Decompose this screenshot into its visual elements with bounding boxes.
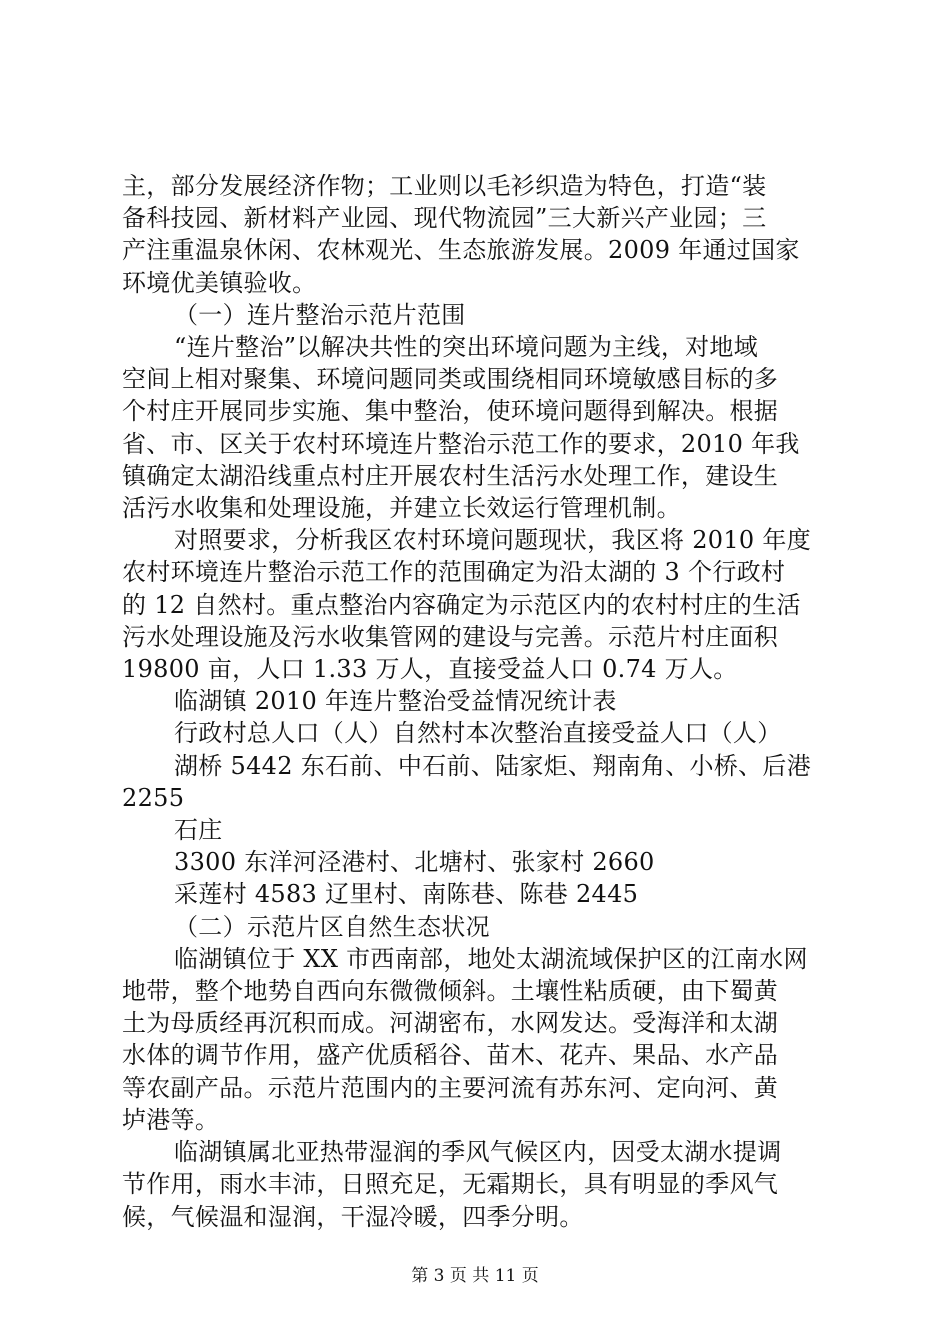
table-row-continued: 2255 xyxy=(122,783,185,812)
table-row: 石庄 xyxy=(174,816,223,845)
paragraph-line: 对照要求，分析我区农村环境问题现状，我区将 2010 年度 xyxy=(174,526,812,555)
paragraph-line: 垆港等。 xyxy=(122,1105,220,1134)
paragraph-line: 空间上相对聚集、环境问题同类或围绕相同环境敏感目标的多 xyxy=(122,365,779,394)
paragraph-line: 个村庄开展同步实施、集中整治，使环境问题得到解决。根据 xyxy=(122,397,779,426)
paragraph-line: 临湖镇位于 XX 市西南部，地处太湖流域保护区的江南水网 xyxy=(174,944,808,973)
paragraph-line: 等农副产品。示范片范围内的主要河流有苏东河、定向河、黄 xyxy=(122,1073,779,1102)
paragraph-line: 地带，整个地势自西向东微微倾斜。土壤性粘质硬，由下蜀黄 xyxy=(122,977,779,1006)
paragraph-line: 污水处理设施及污水收集管网的建设与完善。示范片村庄面积 xyxy=(122,622,779,651)
paragraph-line: 19800 亩，人口 1.33 万人，直接受益人口 0.74 万人。 xyxy=(122,655,738,684)
paragraph-line: 农村环境连片整治示范工作的范围确定为沿太湖的 3 个行政村 xyxy=(122,558,786,587)
table-row-continued: 3300 东洋河泾港村、北塘村、张家村 2660 xyxy=(174,848,655,877)
paragraph-line: 活污水收集和处理设施，并建立长效运行管理机制。 xyxy=(122,494,681,523)
paragraph-line: 水体的调节作用，盛产优质稻谷、苗木、花卉、果品、水产品 xyxy=(122,1041,779,1070)
table-header: 行政村总人口（人）自然村本次整治直接受益人口（人） xyxy=(174,719,782,748)
body-text xyxy=(122,170,832,1233)
paragraph-line: “连片整治”以解决共性的突出环境问题为主线，对地域 xyxy=(174,333,759,362)
paragraph-line: 土为母质经再沉积而成。河湖密布，水网发达。受海洋和太湖 xyxy=(122,1009,779,1038)
paragraph-line: 的 12 自然村。重点整治内容确定为示范区内的农村村庄的生活 xyxy=(122,590,801,619)
paragraph-line: 主，部分发展经济作物；工业则以毛衫织造为特色，打造“装 xyxy=(122,172,767,200)
section-heading-2: （二）示范片区自然生态状况 xyxy=(174,912,490,941)
paragraph-line: 节作用，雨水丰沛，日照充足，无霜期长，具有明显的季风气 xyxy=(122,1170,779,1199)
paragraph-line: 环境优美镇验收。 xyxy=(122,268,317,297)
paragraph-line: 镇确定太湖沿线重点村庄开展农村生活污水处理工作，建设生 xyxy=(122,461,779,490)
paragraph-line: 省、市、区关于农村环境连片整治示范工作的要求，2010 年我 xyxy=(122,429,800,458)
page-footer: 第 3 页 共 11 页 xyxy=(411,1266,539,1286)
table-row: 湖桥 5442 东石前、中石前、陆家炬、翔南角、小桥、后港 xyxy=(174,751,812,780)
paragraph-line: 产注重温泉休闲、农林观光、生态旅游发展。2009 年通过国家 xyxy=(122,236,800,265)
paragraph-line: 候，气候温和湿润，干湿冷暖，四季分明。 xyxy=(122,1202,584,1231)
section-heading-1: （一）连片整治示范片范围 xyxy=(174,300,466,329)
table-row: 采莲村 4583 辽里村、南陈巷、陈巷 2445 xyxy=(174,880,639,909)
table-title: 临湖镇 2010 年连片整治受益情况统计表 xyxy=(174,687,617,716)
paragraph-line: 备科技园、新材料产业园、现代物流园”三大新兴产业园；三 xyxy=(122,204,767,233)
paragraph-line: 临湖镇属北亚热带湿润的季风气候区内，因受太湖水提调 xyxy=(174,1138,782,1167)
